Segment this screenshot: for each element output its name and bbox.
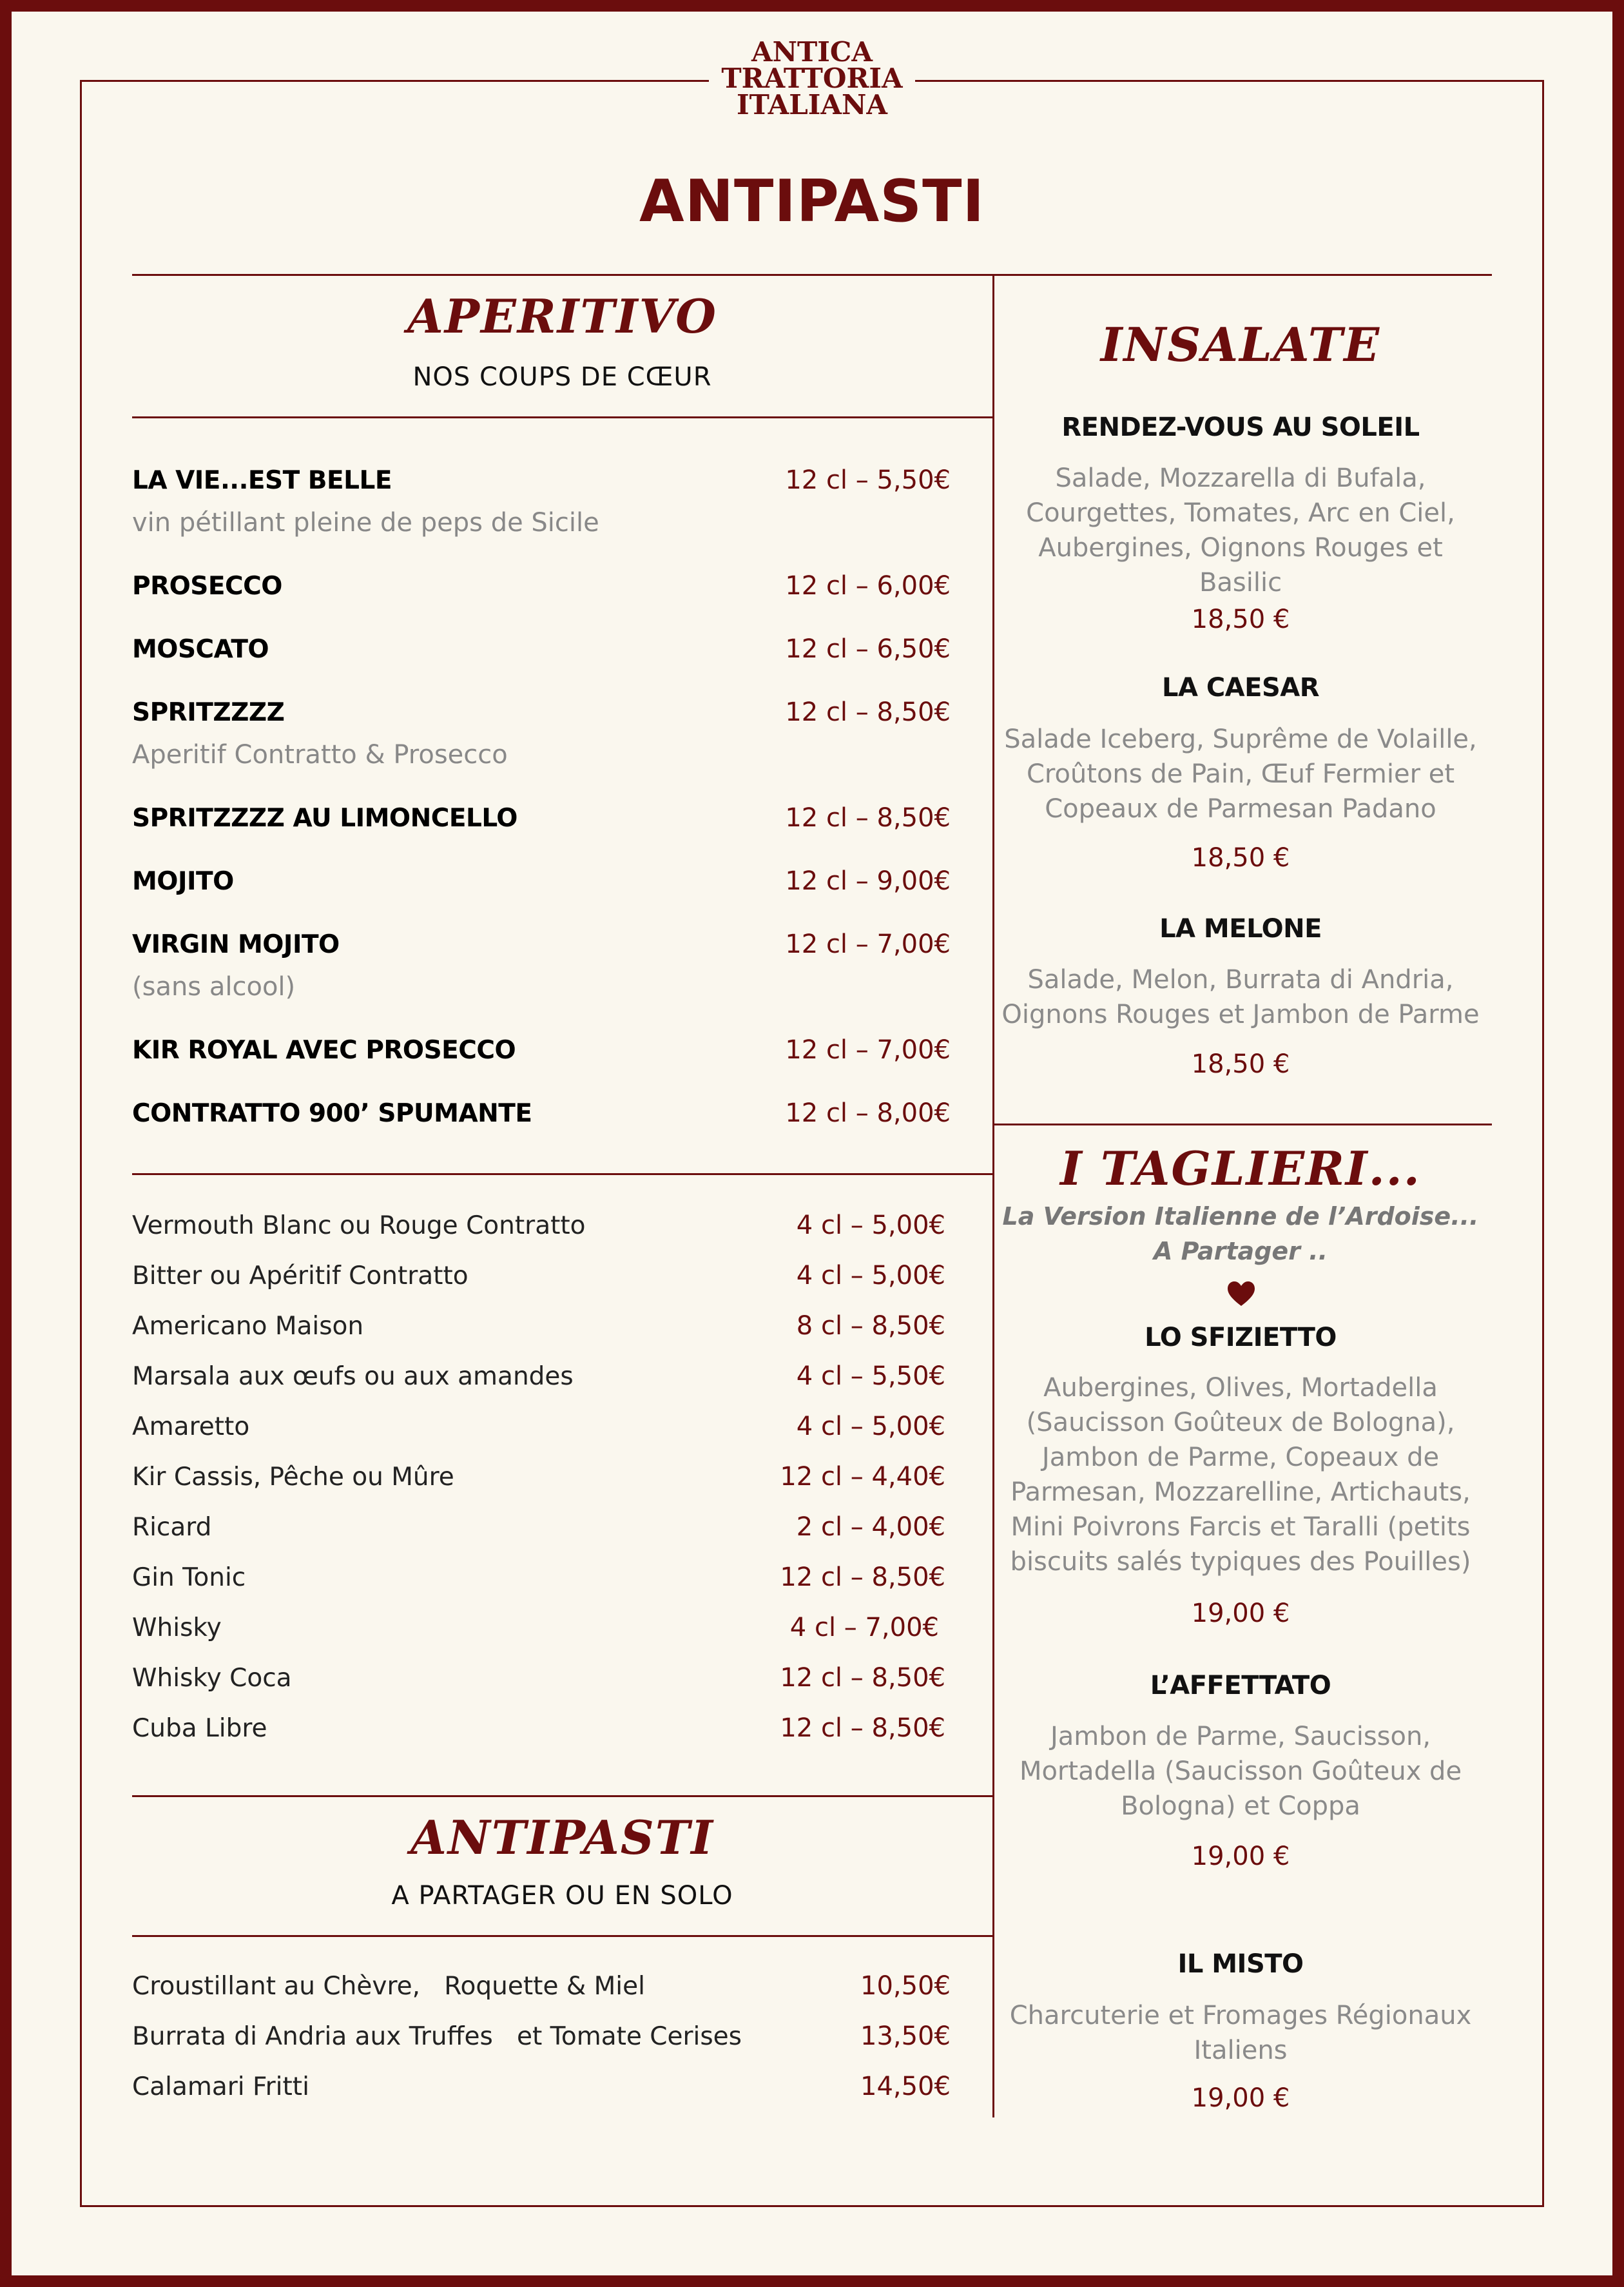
item-name: Amaretto bbox=[132, 1412, 250, 1441]
item-price: 12 cl – 7,00€ bbox=[785, 929, 951, 959]
platter-name: IL MISTO bbox=[1177, 1949, 1304, 1979]
item-price: 12 cl – 8,50€ bbox=[780, 1713, 945, 1743]
item-name: SPRITZZZZ bbox=[132, 698, 285, 727]
heart-icon bbox=[1226, 1280, 1256, 1307]
menu-item bbox=[132, 1035, 951, 1071]
salad-price: 18,50 € bbox=[1191, 605, 1290, 634]
item-price: 12 cl – 9,00€ bbox=[785, 866, 951, 896]
item-price: 12 cl – 8,50€ bbox=[780, 1562, 945, 1592]
salad-name: LA CAESAR bbox=[1161, 673, 1320, 703]
insalate-title: INSALATE bbox=[1100, 317, 1381, 372]
menu-item bbox=[132, 1098, 951, 1134]
menu-item bbox=[132, 634, 951, 670]
platter-name: LO SFIZIETTO bbox=[1145, 1323, 1337, 1352]
platter-description: Aubergines, Olives, Mortadella (Saucisson Goûteux de Bologna), Jambon de Parme, Copeaux de Parmesan, Mozzarelline, Artichauts, Mini Poivrons Farcis et Taralli (petits biscuits salés typiques des Pouilles) bbox=[1010, 1373, 1471, 1577]
antipasti-item bbox=[132, 2072, 951, 2108]
item-name: Whisky bbox=[132, 1613, 222, 1642]
item-price: 12 cl – 8,50€ bbox=[785, 697, 951, 727]
item-name: Calamari Fritti bbox=[132, 2072, 309, 2101]
item-price: 8 cl – 8,50€ bbox=[796, 1311, 945, 1341]
platter-price: 19,00 € bbox=[1191, 2083, 1290, 2113]
item-name: Ricard bbox=[132, 1513, 212, 1542]
antipasti-subtitle: A PARTAGER OU EN SOLO bbox=[391, 1881, 733, 1911]
taglieri-title: I TAGLIERI... bbox=[1060, 1141, 1421, 1196]
item-name: PROSECCO bbox=[132, 572, 282, 601]
page-title: ANTIPASTI bbox=[639, 168, 985, 235]
item-description: vin pétillant pleine de peps de Sicile bbox=[132, 508, 599, 538]
logo-line-2: TRATTORIA bbox=[721, 63, 903, 94]
platter-description: Jambon de Parme, Saucisson, Mortadella (Saucisson Goûteux de Bologna) et Coppa bbox=[1019, 1722, 1462, 1821]
item-price: 2 cl – 4,00€ bbox=[796, 1512, 945, 1542]
item-price: 12 cl – 6,00€ bbox=[785, 571, 951, 601]
drink-item bbox=[132, 1663, 945, 1699]
aperitivo-title: APERITIVO bbox=[407, 289, 717, 344]
item-price: 10,50€ bbox=[860, 1971, 951, 2001]
item-name: KIR ROYAL AVEC PROSECCO bbox=[132, 1036, 516, 1065]
taglieri-tagline: La Version Italienne de l’Ardoise... A Partager .. bbox=[1002, 1202, 1479, 1265]
salad-name: RENDEZ-VOUS AU SOLEIL bbox=[1061, 413, 1420, 442]
item-name: CONTRATTO 900’ SPUMANTE bbox=[132, 1099, 532, 1128]
item-name: LA VIE...EST BELLE bbox=[132, 466, 392, 495]
item-price: 14,50€ bbox=[860, 2072, 951, 2101]
item-name: Cuba Libre bbox=[132, 1714, 267, 1743]
platter-description: Charcuterie et Fromages Régionaux Italiens bbox=[1009, 2001, 1472, 2065]
insalate-end-divider bbox=[994, 1124, 1492, 1125]
item-price: 12 cl – 8,50€ bbox=[785, 803, 951, 833]
item-name: Gin Tonic bbox=[132, 1563, 246, 1592]
item-price: 12 cl – 4,40€ bbox=[780, 1462, 945, 1492]
item-price: 12 cl – 7,00€ bbox=[785, 1035, 951, 1065]
item-price: 4 cl – 5,50€ bbox=[796, 1361, 945, 1391]
aperitivo-header-divider bbox=[132, 416, 992, 418]
aperitivo-end-divider bbox=[132, 1173, 992, 1175]
restaurant-logo bbox=[709, 34, 915, 135]
item-name: Bitter ou Apéritif Contratto bbox=[132, 1261, 469, 1290]
drink-item bbox=[132, 1211, 945, 1247]
item-price: 4 cl – 5,00€ bbox=[796, 1261, 945, 1290]
drink-item bbox=[132, 1713, 945, 1749]
item-name: MOSCATO bbox=[132, 635, 269, 664]
menu-item bbox=[132, 571, 951, 607]
item-name: Kir Cassis, Pêche ou Mûre bbox=[132, 1463, 454, 1492]
item-name: Vermouth Blanc ou Rouge Contratto bbox=[132, 1211, 586, 1240]
drink-item bbox=[132, 1361, 945, 1397]
item-price: 12 cl – 5,50€ bbox=[785, 465, 951, 495]
item-price: 12 cl – 8,00€ bbox=[785, 1098, 951, 1128]
item-price: 12 cl – 8,50€ bbox=[780, 1663, 945, 1693]
salad-price: 18,50 € bbox=[1191, 1049, 1290, 1079]
top-divider bbox=[132, 274, 1492, 276]
drink-item bbox=[132, 1311, 945, 1347]
menu-item bbox=[132, 697, 951, 734]
salad-description: Salade Iceberg, Suprême de Volaille, Croûtons de Pain, Œuf Fermier et Copeaux de Parmesan Padano bbox=[1004, 725, 1477, 824]
menu-item bbox=[132, 803, 951, 839]
drink-item bbox=[132, 1512, 945, 1548]
item-description: Aperitif Contratto & Prosecco bbox=[132, 740, 508, 770]
item-description: (sans alcool) bbox=[132, 972, 296, 1002]
item-name: Croustillant au Chèvre, Roquette & Miel bbox=[132, 1972, 645, 2001]
salad-description: Salade, Mozzarella di Bufala, Courgettes, Tomates, Arc en Ciel, Aubergines, Oignons Rouges et Basilic bbox=[1026, 463, 1455, 598]
logo-line-3: ITALIANA bbox=[737, 89, 887, 121]
column-divider bbox=[992, 275, 994, 2117]
drink-item bbox=[132, 1462, 945, 1498]
drink-item bbox=[132, 1562, 945, 1599]
item-name: Whisky Coca bbox=[132, 1664, 292, 1693]
drink-item bbox=[132, 1261, 945, 1297]
salad-description: Salade, Melon, Burrata di Andria, Oignons Rouges et Jambon de Parme bbox=[1001, 965, 1480, 1029]
item-name: SPRITZZZZ AU LIMONCELLO bbox=[132, 804, 517, 833]
item-price: 4 cl – 7,00€ bbox=[789, 1613, 939, 1642]
antipasti-top-divider bbox=[132, 1795, 992, 1797]
salad-name: LA MELONE bbox=[1159, 914, 1322, 944]
drink-item bbox=[132, 1412, 945, 1448]
logo-line-1: ANTICA bbox=[751, 36, 873, 68]
item-price: 12 cl – 6,50€ bbox=[785, 634, 951, 664]
antipasti-item bbox=[132, 1971, 951, 2007]
menu-item bbox=[132, 866, 951, 902]
menu-item bbox=[132, 929, 951, 966]
menu-item bbox=[132, 465, 951, 501]
antipasti-item bbox=[132, 2021, 951, 2058]
antipasti-section-title: ANTIPASTI bbox=[411, 1810, 714, 1865]
item-price: 4 cl – 5,00€ bbox=[796, 1211, 945, 1240]
item-price: 13,50€ bbox=[860, 2021, 951, 2051]
item-name: Americano Maison bbox=[132, 1312, 364, 1341]
salad-price: 18,50 € bbox=[1191, 843, 1290, 873]
aperitivo-subtitle: NOS COUPS DE CŒUR bbox=[412, 362, 712, 392]
platter-price: 19,00 € bbox=[1191, 1842, 1290, 1871]
item-price: 4 cl – 5,00€ bbox=[796, 1412, 945, 1441]
item-name: MOJITO bbox=[132, 867, 234, 896]
item-name: Marsala aux œufs ou aux amandes bbox=[132, 1362, 574, 1391]
platter-price: 19,00 € bbox=[1191, 1599, 1290, 1628]
item-name: VIRGIN MOJITO bbox=[132, 930, 340, 959]
platter-name: L’AFFETTATO bbox=[1150, 1671, 1331, 1700]
drink-item bbox=[132, 1613, 939, 1649]
item-name: Burrata di Andria aux Truffes et Tomate Cerises bbox=[132, 2022, 742, 2051]
antipasti-header-divider bbox=[132, 1935, 992, 1937]
